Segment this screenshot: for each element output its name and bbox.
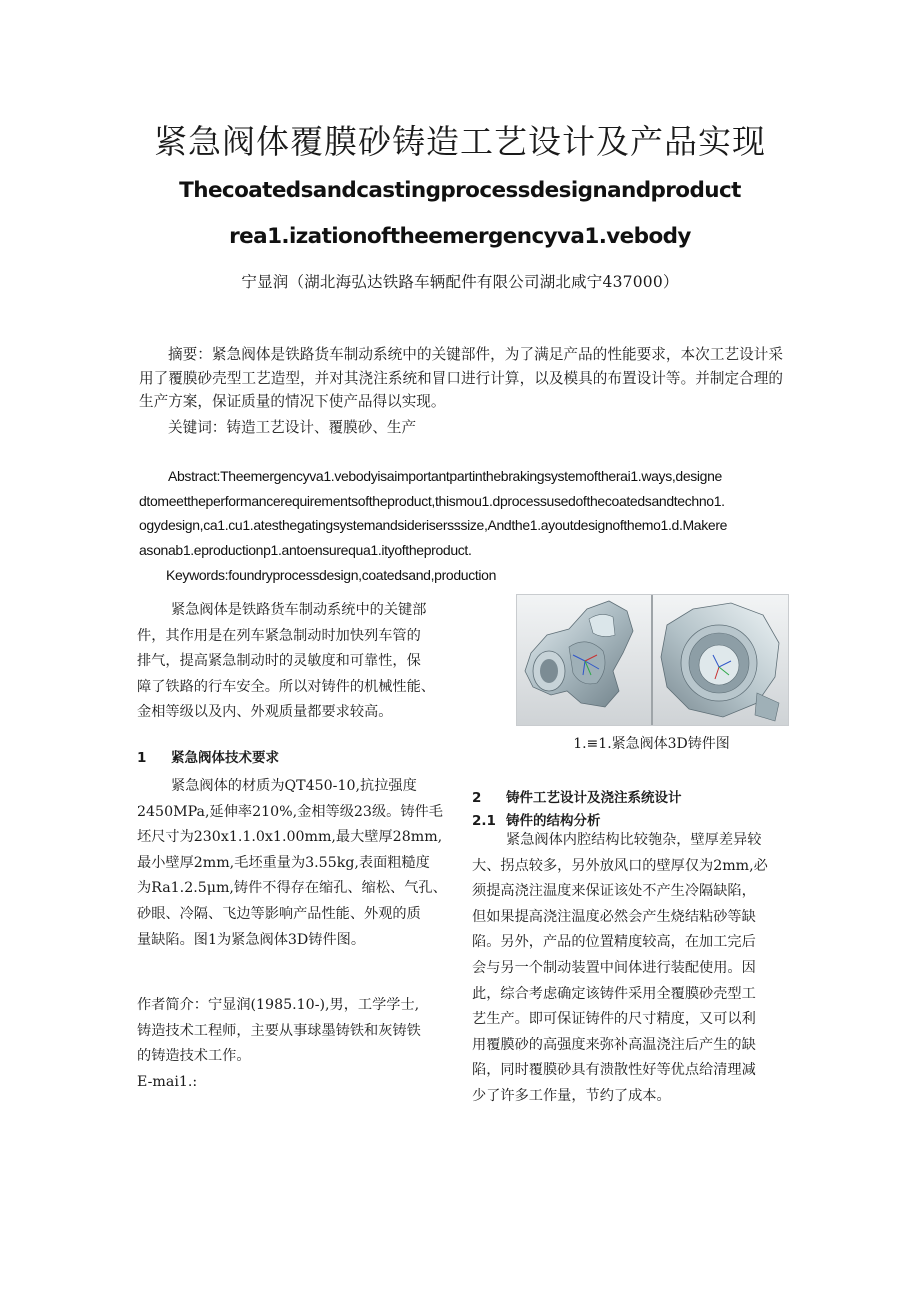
paper-title-en-line2: rea1.izationoftheemergencyva1.vebody: [229, 224, 691, 249]
text-line: 陷，同时覆膜砂具有溃散性好等优点给清理减: [472, 1062, 756, 1079]
figure-caption: 1.≡1.紧急阀体3D铸件图: [573, 736, 730, 752]
text-line: 金相等级以及内、外观质量都要求较高。: [137, 704, 393, 721]
author-bio: [137, 993, 467, 1095]
text-line: 但如果提高浇注温度必然会产生烧结粘砂等缺: [472, 908, 756, 925]
text-line: 坯尺寸为230x1.1.0x1.00mm,最大壁厚28mm,: [137, 829, 443, 846]
section-2-1-body: [472, 828, 792, 1110]
text-line: 紧急阀体是铁路货车制动系统中的关键部: [171, 602, 427, 618]
text-line: 须提高浇注温度来保证该处不产生冷隔缺陷，: [472, 883, 756, 900]
text-line: 作者简介：宁显润(1985.10-),男，工学学士,: [137, 997, 420, 1013]
author-affiliation: 宁显润（湖北海弘达铁路车辆配件有限公司湖北咸宁437000）: [241, 273, 679, 291]
text-line: 障了铁路的行车安全。所以对铸件的机械性能、: [137, 678, 435, 695]
intro-paragraph: [137, 598, 462, 726]
paper-title-cn: 紧急阀体覆膜砂铸造工艺设计及产品实现: [154, 122, 766, 161]
text-line: 为Ra1.2.5μm,铸件不得存在缩孔、缩松、气孔、: [137, 880, 447, 897]
keywords-cn: 关键词：铸造工艺设计、覆膜砂、生产: [168, 419, 417, 436]
section-2-1-heading: [472, 809, 601, 829]
abstract-en-line: Abstract:Theemergencyva1.vebodyisaimportantpartinthebrakingsystemoftherai1.ways,designe: [168, 468, 722, 484]
text-line: 最小壁厚2mm,毛坯重量为3.55kg,表面粗糙度: [137, 854, 430, 871]
text-line: E-mai1.:: [137, 1073, 198, 1090]
text-line: 砂眼、冷隔、飞边等影响产品性能、外观的质: [137, 905, 421, 922]
section-number: 2: [472, 790, 482, 806]
text-line: 紧急阀体内腔结构比较匏杂，壁厚差异较: [506, 832, 762, 848]
text-line: 用覆膜砂的高强度来弥补高温浇注后产生的缺: [472, 1036, 756, 1053]
section-number: 1: [137, 750, 147, 766]
section-title: 铸件的结构分析: [506, 813, 601, 829]
section-1-heading: [137, 746, 279, 766]
abstract-en-line: asonab1.eproductionp1.antoensurequa1.ityoftheproduct.: [139, 541, 472, 558]
text-line: 2450MPa,延伸率210%,金相等级23级。铸件毛: [137, 803, 443, 820]
section-2-heading: [472, 786, 682, 806]
section-1-body: [137, 774, 462, 953]
text-line: 会与另一个制动装置中间体进行装配使用。因: [472, 959, 756, 976]
casting-render-image: [517, 595, 788, 725]
text-line: 陷。另外，产品的位置精度较高，在加工完后: [472, 934, 756, 951]
section-number: 2.1: [472, 813, 496, 829]
text-line: 此，综合考虑确定该铸件采用全覆膜砂壳型工: [472, 985, 756, 1002]
casting-3d-figure: [516, 594, 789, 726]
keywords-en: Keywords:foundryprocessdesign,coatedsand,production: [166, 567, 497, 583]
text-line: 铸造技术工程师，主要从事球墨铸铁和灰铸铁: [137, 1022, 421, 1039]
text-line: 量缺陷。图1为紧急阀体3D铸件图。: [137, 931, 366, 948]
text-line: 大、拐点较多，另外放风口的壁厚仅为2mm,必: [472, 857, 768, 874]
abstract-cn: 摘要：紧急阀体是铁路货车制动系统中的关键部件，为了满足产品的性能要求，本次工艺设计采用了覆膜砂壳型工艺造型，并对其浇注系统和冒口进行计算，以及模具的布置设计等。并制定合理的生产方案，保证质量的情况下使产品得以实现。: [139, 346, 783, 410]
text-line: 少了许多工作量，节约了成本。: [472, 1087, 671, 1104]
text-line: 的铸造技术工作。: [137, 1048, 251, 1065]
section-title: 铸件工艺设计及浇注系统设计: [506, 790, 682, 806]
section-title: 紧急阀体技术要求: [171, 750, 279, 766]
text-line: 艺生产。即可保证铸件的尺寸精度，又可以利: [472, 1011, 756, 1028]
abstract-en-line: dtomeettheperformancerequirementsoftheproduct,thismou1.dprocessusedofthecoatedsandtechno1.: [139, 492, 725, 509]
text-line: 排气，提高紧急制动时的灵敏度和可靠性，保: [137, 653, 421, 670]
paper-title-en-line1: Thecoatedsandcastingprocessdesignandproduct: [179, 178, 741, 203]
abstract-en: [139, 464, 789, 562]
text-line: 件，其作用是在列车紧急制动时加快列车管的: [137, 627, 421, 644]
abstract-en-line: ogydesign,ca1.cu1.atesthegatingsystemandsiderisersssize,Andthe1.ayoutdesignofthemo1.d.Makere: [139, 517, 728, 533]
text-line: 紧急阀体的材质为QT450-10,抗拉强度: [171, 778, 417, 794]
